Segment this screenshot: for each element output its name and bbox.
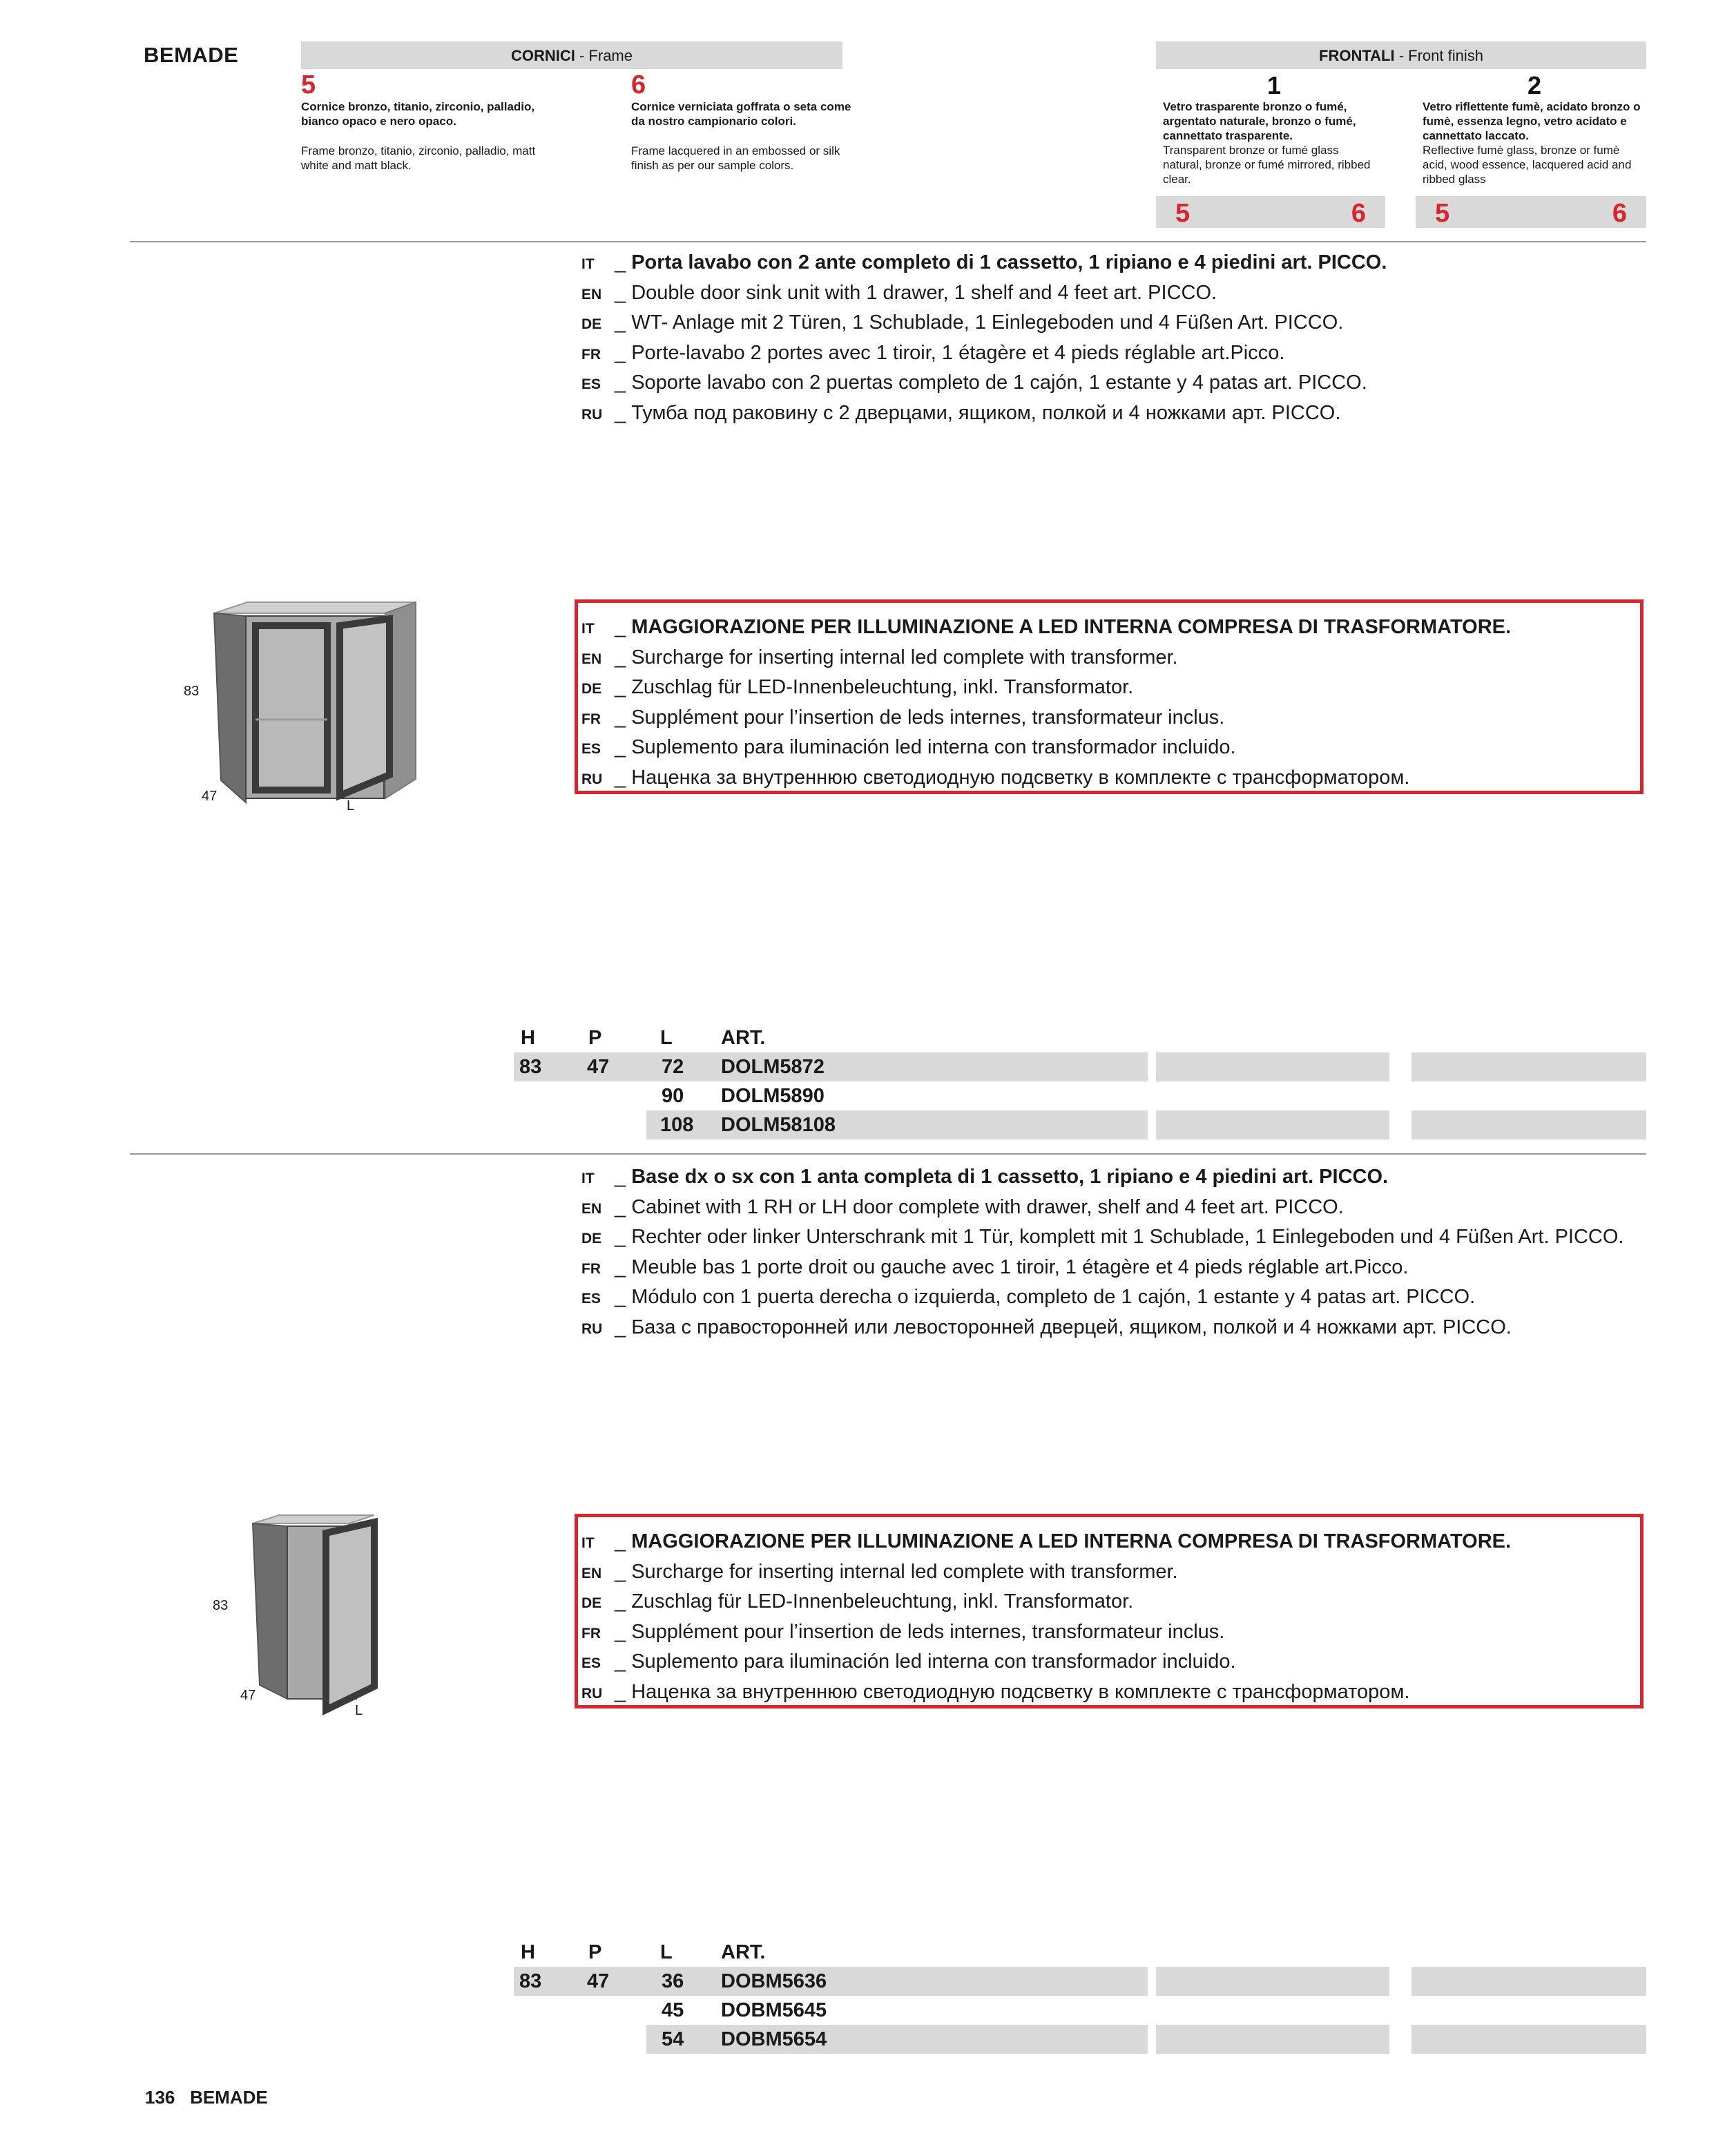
desc-text: Porte-lavabo 2 portes avec 1 tiroir, 1 étagère et 4 pieds réglable art.Picco. (631, 341, 1285, 364)
cornici-5-note (301, 99, 563, 173)
cornici-5-en: Frame bronzo, titanio, zirconio, palladio, matt white and matt black. (301, 144, 536, 172)
lang-code: DE (581, 681, 602, 697)
cornici-header (301, 41, 842, 69)
desc-text: Porta lavabo con 2 ante completo di 1 cassetto, 1 ripiano e 4 piedini art. PICCO. (631, 251, 1387, 273)
led-text: MAGGIORAZIONE PER ILLUMINAZIONE A LED INTERNA COMPRESA DI TRASFORMATORE. (631, 1530, 1512, 1552)
led-text: Zuschlag für LED-Innenbeleuchtung, inkl. Transformator. (631, 676, 1134, 698)
lang-code: EN (581, 1565, 602, 1581)
frontali-2-number: 2 (1528, 71, 1542, 99)
lang-code: ES (581, 741, 601, 757)
led-text: Surcharge for inserting internal led complete with transformer. (631, 1560, 1178, 1583)
led-text: Suplemento para iluminación led interna con transformador incluido. (631, 736, 1236, 758)
col-header-l: L (660, 1027, 673, 1049)
cornici-title: CORNICI (510, 47, 575, 64)
cornici-6-it: Cornice verniciata goffrata o seta come da nostro campionario colori. (631, 100, 851, 128)
frontali-1-en: Transparent bronze or fumé glass natural, bronze or fumé mirrored, ribbed clear. (1163, 144, 1371, 186)
row-l: 36 (662, 1970, 684, 1992)
lang-code: IT (581, 1171, 595, 1186)
led-text: Supplément pour l’insertion de leds internes, transformateur inclus. (631, 1620, 1225, 1643)
frontali-2-it: Vetro riflettente fumè, acidato bronzo o fumè, essenza legno, vetro acidato e cannettato laccato. (1423, 100, 1641, 142)
finish-cell (1156, 2025, 1389, 2054)
col-header-p: P (588, 1027, 602, 1049)
desc-text: Cabinet with 1 RH or LH door complete with drawer, shelf and 4 feet art. PICCO. (631, 1195, 1344, 1218)
frontali-title: FRONTALI (1319, 47, 1395, 64)
lang-code: RU (581, 771, 603, 787)
lang-code: EN (581, 651, 602, 667)
height-dim-label: 83 (184, 684, 200, 699)
frontali-1-number: 1 (1267, 71, 1282, 99)
lang-code: IT (581, 621, 595, 637)
led-surcharge-text: IT _ MAGGIORAZIONE PER ILLUMINAZIONE A LED INTERNA COMPRESA DI TRASFORMATORE. EN _ Surcharge for inserting internal led complete with transformer. DE _ Zuschlag für LED-Innenbeleuchtung, inkl. Transformator. FR _ Supplément pour l’insertion de leds internes, transformateur inclus. ES _ Suplemento para iluminación led interna con transformador incluido. RU _ Наценка за внутреннюю светодиодную подсветку в комплекте с трансформатором. (581, 613, 1511, 793)
desc-text: Rechter oder linker Unterschrank mit 1 Tür, komplett mit 1 Schublade, 1 Einlegeboden und 4 Füßen Art. PICCO. (631, 1226, 1624, 1248)
col-header-h: H (521, 1027, 535, 1049)
row-l: 108 (660, 1114, 694, 1136)
row-art: DOLM5872 (721, 1056, 825, 1078)
cornici-6-note (631, 99, 852, 173)
frontali-2-en: Reflective fumè glass, bronze or fumè acid, wood essence, lacquered acid and ribbed glass (1423, 144, 1632, 186)
lang-code: RU (581, 1320, 603, 1337)
frontali-header (1156, 41, 1646, 69)
frontali-1-it: Vetro trasparente bronzo o fumé, argentato naturale, bronzo o fumé, cannettato trasparente. (1163, 100, 1356, 142)
cornici-6-en: Frame lacquered in an embossed or silk finish as per our sample colors. (631, 144, 840, 172)
finish-cell (1156, 1967, 1389, 1996)
lang-code: EN (581, 286, 602, 302)
lang-code: EN (581, 1200, 602, 1217)
lang-code: ES (581, 376, 601, 392)
row-p: 47 (587, 1056, 610, 1078)
row-art: DOBM5645 (721, 1999, 827, 2021)
footer-brand: BEMADE (190, 2087, 268, 2108)
frontali-2-pill-a: 5 (1435, 199, 1450, 228)
divider-top (130, 241, 1646, 242)
row-art: DOLM58108 (721, 1114, 836, 1136)
lang-code: ES (581, 1655, 601, 1671)
frontali-1-note (1163, 99, 1374, 186)
row-l: 45 (662, 1999, 684, 2021)
frontali-1-pill-b: 6 (1351, 199, 1366, 228)
lang-code: FR (581, 1625, 601, 1642)
row-art: DOLM5890 (721, 1085, 825, 1107)
depth-dim-label: 47 (202, 789, 218, 804)
finish-cell (1411, 1110, 1646, 1139)
lang-code: ES (581, 1291, 601, 1307)
row-l: 72 (662, 1056, 684, 1078)
cornici-6-number: 6 (631, 70, 646, 99)
row-art: DOBM5636 (721, 1970, 827, 1992)
lang-code: DE (581, 1231, 602, 1247)
led-text: Zuschlag für LED-Innenbeleuchtung, inkl. Transformator. (631, 1590, 1134, 1613)
section1-description: IT _ Porta lavabo con 2 ante completo di 1 cassetto, 1 ripiano e 4 piedini art. PICCO. EN _ Double door sink unit with 1 drawer, 1 shelf and 4 feet art. PICCO. DE _ WT- Anlage mit 2 Türen, 1 Schublade, 1 Einlegeboden und 4 Füßen Art. PICCO. FR _ Porte-lavabo 2 portes avec 1 tiroir, 1 étagère et 4 pieds réglable art.Picco. ES _ Soporte lavabo con 2 puertas completo de 1 cajón, 1 estante y 4 patas art. PICCO. RU _ Тумба под раковину с 2 дверцами, ящиком, полкой и 4 ножками арт. PICCO. (581, 249, 1387, 429)
lang-code: FR (581, 1260, 601, 1277)
finish-cell (1411, 1967, 1646, 1996)
desc-text: База с правосторонней или левосторонней дверцей, ящиком, полкой и 4 ножками арт. PICCO. (631, 1316, 1512, 1338)
desc-text: Módulo con 1 puerta derecha o izquierda, completo de 1 cajón, 1 estante y 4 patas art. PICCO. (631, 1286, 1476, 1308)
height-dim-label: 83 (213, 1598, 229, 1613)
led-text: Surcharge for inserting internal led complete with transformer. (631, 646, 1178, 668)
desc-text: Meuble bas 1 porte droit ou gauche avec 1 tiroir, 1 étagère et 4 pieds réglable art.Picco. (631, 1255, 1409, 1278)
led-text: Supplément pour l’insertion de leds internes, transformateur inclus. (631, 706, 1225, 729)
led-text: Наценка за внутреннюю светодиодную подсветку в комплекте с трансформатором. (631, 766, 1410, 789)
finish-cell (1156, 1110, 1389, 1139)
frontali-1-pill (1156, 196, 1385, 228)
single-door-cabinet-illustration (246, 1512, 391, 1720)
col-header-l: L (660, 1941, 673, 1963)
led-surcharge-text: IT _ MAGGIORAZIONE PER ILLUMINAZIONE A LED INTERNA COMPRESA DI TRASFORMATORE. EN _ Surcharge for inserting internal led complete with transformer. DE _ Zuschlag für LED-Innenbeleuchtung, inkl. Transformator. FR _ Supplément pour l’insertion de leds internes, transformateur inclus. ES _ Suplemento para iluminación led interna con transformador incluido. RU _ Наценка за внутреннюю светодиодную подсветку в комплекте с трансформатором. (581, 1528, 1511, 1708)
depth-dim-label: 47 (240, 1688, 256, 1703)
page-footer (145, 2087, 268, 2108)
row-l: 90 (662, 1085, 684, 1107)
lang-code: RU (581, 406, 603, 423)
length-dim-label: L (347, 798, 355, 814)
frontali-subtitle: - Front finish (1394, 47, 1483, 64)
desc-text: Soporte lavabo con 2 puertas completo de 1 cajón, 1 estante y 4 patas art. PICCO. (631, 372, 1367, 394)
row-h: 83 (519, 1970, 542, 1992)
frontali-2-pill-b: 6 (1612, 199, 1627, 228)
desc-text: Double door sink unit with 1 drawer, 1 shelf and 4 feet art. PICCO. (631, 281, 1217, 304)
lang-code: IT (581, 256, 595, 272)
row-l: 54 (662, 2028, 684, 2050)
lang-code: FR (581, 711, 601, 727)
desc-text: WT- Anlage mit 2 Türen, 1 Schublade, 1 Einlegeboden und 4 Füßen Art. PICCO. (631, 311, 1344, 334)
lang-code: DE (581, 316, 602, 332)
cornici-subtitle: - Frame (575, 47, 633, 64)
row-p: 47 (587, 1970, 610, 1992)
finish-cell (1411, 2025, 1646, 2054)
cornici-5-number: 5 (301, 70, 316, 99)
col-header-art: ART. (721, 1941, 766, 1963)
col-header-h: H (521, 1941, 535, 1963)
led-text: Suplemento para iluminación led interna con transformador incluido. (631, 1650, 1236, 1673)
cornici-5-it: Cornice bronzo, titanio, zirconio, palladio, bianco opaco e nero opaco. (301, 100, 535, 128)
finish-cell (1411, 1052, 1646, 1081)
lang-code: DE (581, 1595, 602, 1611)
frontali-1-pill-a: 5 (1175, 199, 1191, 228)
lang-code: FR (581, 346, 601, 363)
lang-code: IT (581, 1535, 595, 1551)
desc-text: Тумба под раковину с 2 дверцами, ящиком, полкой и 4 ножками арт. PICCO. (631, 401, 1341, 424)
led-text: MAGGIORAZIONE PER ILLUMINAZIONE A LED INTERNA COMPRESA DI TRASFORMATORE. (631, 616, 1512, 638)
frontali-2-pill (1416, 196, 1646, 228)
section2-description: IT _ Base dx o sx con 1 anta completa di 1 cassetto, 1 ripiano e 4 piedini art. PICCO. EN _ Cabinet with 1 RH or LH door complete with drawer, shelf and 4 feet art. PICCO. DE _ Rechter oder linker Unterschrank mit 1 Tür, komplett mit 1 Schublade, 1 Einlegeboden und 4 Füßen Art. PICCO. FR _ Meuble bas 1 porte droit ou gauche avec 1 tiroir, 1 étagère et 4 pieds réglable art.Picco. ES _ Módulo con 1 puerta derecha o izquierda, completo de 1 cajón, 1 estante y 4 patas art. PICCO. RU _ База с правосторонней или левосторонней дверцей, ящиком, полкой и 4 ножками арт. PICCO. (581, 1163, 1623, 1343)
length-dim-label: L (355, 1703, 363, 1718)
lang-code: RU (581, 1685, 603, 1702)
page-number: 136 (145, 2087, 175, 2108)
divider-middle (130, 1153, 1646, 1155)
finish-cell (1156, 1052, 1389, 1081)
col-header-p: P (588, 1941, 602, 1963)
row-h: 83 (519, 1056, 542, 1078)
row-art: DOBM5654 (721, 2028, 827, 2050)
double-door-cabinet-illustration (204, 594, 432, 815)
led-text: Наценка за внутреннюю светодиодную подсветку в комплекте с трансформатором. (631, 1680, 1410, 1703)
col-header-art: ART. (721, 1027, 766, 1049)
brand-title: BEMADE (144, 43, 239, 67)
frontali-2-note (1423, 99, 1644, 186)
desc-text: Base dx o sx con 1 anta completa di 1 cassetto, 1 ripiano e 4 piedini art. PICCO. (631, 1166, 1389, 1188)
